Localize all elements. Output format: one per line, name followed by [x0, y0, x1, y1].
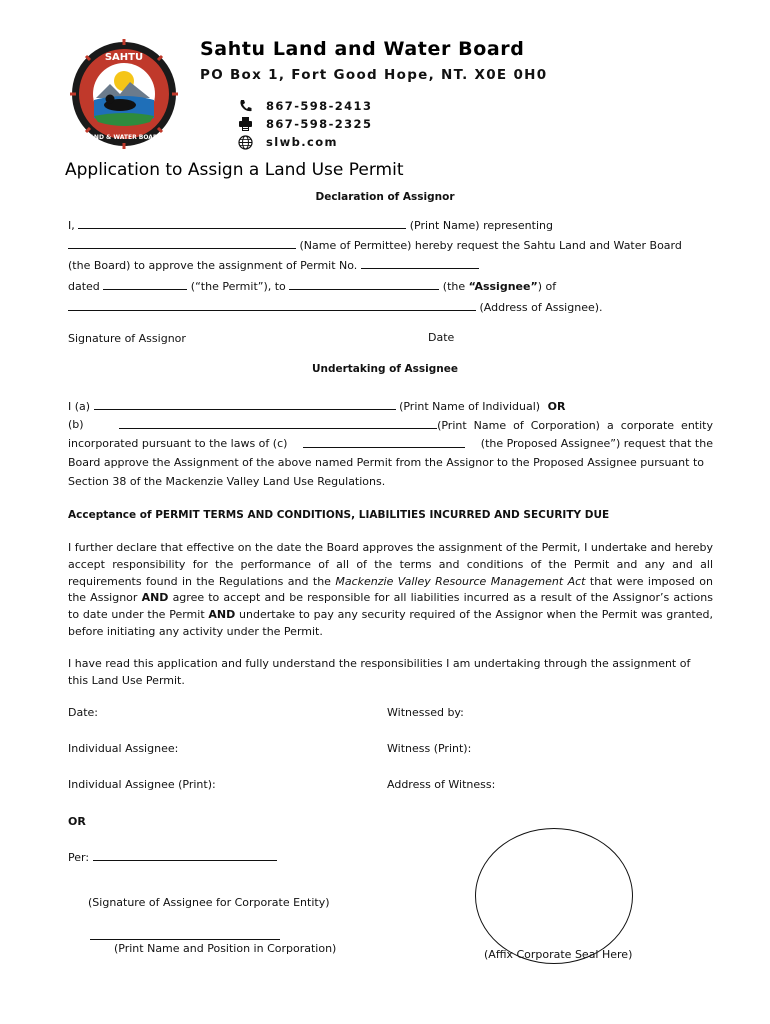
phone-row: [236, 98, 372, 114]
org-name: Sahtu Land and Water Board: [200, 38, 525, 60]
option-a-label: I (a): [68, 400, 91, 413]
assignee-label-b: ) of: [537, 280, 557, 293]
declaration-heading: Declaration of Assignor: [315, 191, 455, 203]
phone-icon: [236, 98, 254, 114]
fax-icon: [236, 116, 254, 132]
assignee-label-bold: “Assignee”: [468, 280, 538, 293]
individual-assignee-label: Individual Assignee:: [68, 742, 179, 755]
globe-icon: [236, 134, 254, 150]
logo-text-top: SAHTU: [104, 52, 144, 63]
declaration-line-1: [68, 218, 553, 232]
declaration-line-5: [68, 300, 603, 314]
per-signature-field[interactable]: [93, 850, 277, 861]
declaration-line-4: [68, 279, 556, 293]
and-emphasis-1: AND: [141, 591, 169, 605]
witnessed-by-label: Witnessed by:: [387, 706, 464, 719]
undertaking-line-b: [68, 418, 713, 432]
assignee-field[interactable]: [289, 279, 439, 290]
corporation-name-label: (Print Name of Corporation) a corporate entity: [437, 419, 713, 432]
print-name-position-label: (Print Name and Position in Corporation): [114, 942, 337, 955]
declaration-line-3: [68, 258, 479, 272]
website-link[interactable]: slwb.com: [266, 135, 338, 149]
acceptance-paragraph: [68, 540, 713, 641]
date-field-label: Date:: [68, 706, 98, 719]
assignee-label-a: (the: [442, 280, 469, 293]
corporate-seal-circle: [475, 828, 633, 964]
signature-of-assignor-label: Signature of Assignor: [68, 332, 186, 345]
form-title: Application to Assign a Land Use Permit: [65, 160, 404, 180]
acceptance-text-c: agree to accept and be responsible for all liabilities incurred as a result of the Assignor’s actions to date under the Permit: [68, 591, 713, 622]
act-name: Mackenzie Valley Resource Management Act: [335, 574, 586, 588]
understanding-paragraph: I have read this application and fully understand the responsibilities I am undertaking through the assignment of this Land Use Permit.: [68, 657, 691, 687]
website-row: [236, 134, 338, 150]
individual-assignee-print-label: Individual Assignee (Print):: [68, 778, 216, 791]
acceptance-text-a: I further declare that effective on the date the Board approves the assignment of the Permit, I undertake and hereby accept responsibility for the performance of all of the terms and conditions of the Permit and any and all requirements found in the Regulations and the: [68, 541, 713, 588]
corporate-signature-label: (Signature of Assignee for Corporate Entity): [88, 896, 330, 909]
assignee-address-label: (Address of Assignee).: [479, 301, 603, 314]
declaration-i: I,: [68, 219, 75, 232]
board-logo: [70, 38, 178, 150]
undertaking-line-a: [68, 399, 565, 413]
logo-text-bottom: LAND & WATER BOARD: [85, 134, 163, 141]
print-name-position-field[interactable]: [90, 939, 280, 940]
and-emphasis-2: AND: [208, 608, 236, 622]
fax-number: 867-598-2325: [266, 117, 373, 131]
jurisdiction-field[interactable]: [303, 437, 465, 448]
corporation-name-field[interactable]: [119, 418, 437, 429]
undertaking-heading: Undertaking of Assignee: [311, 363, 459, 375]
print-name-field[interactable]: [78, 218, 406, 229]
acceptance-text-d: undertake to pay any security required of the Assignor when the Permit was granted, before initiating any activity under the Permit.: [68, 608, 713, 638]
per-line: [68, 850, 277, 864]
dated-field[interactable]: [103, 279, 187, 290]
individual-name-label: (Print Name of Individual): [399, 400, 541, 413]
or-divider: OR: [68, 815, 86, 828]
incorporated-label: incorporated pursuant to the laws of (c): [68, 437, 288, 450]
fax-row: [236, 116, 372, 132]
dated-label: dated: [68, 280, 100, 293]
acceptance-text-b: that were imposed on the Assignor: [68, 574, 713, 605]
acceptance-heading: Acceptance of PERMIT TERMS AND CONDITIONS, LIABILITIES INCURRED AND SECURITY DUE: [68, 509, 610, 521]
per-label: Per:: [68, 851, 90, 864]
undertaking-line-5: Section 38 of the Mackenzie Valley Land Use Regulations.: [68, 475, 386, 488]
print-name-label: (Print Name) representing: [409, 219, 553, 232]
the-permit-label: (“the Permit”), to: [190, 280, 286, 293]
undertaking-line-c: [68, 437, 713, 450]
declaration-line-2: [68, 238, 682, 252]
permit-no-label: (the Board) to approve the assignment of Permit No.: [68, 259, 358, 272]
address-of-witness-label: Address of Witness:: [387, 778, 496, 791]
org-address: PO Box 1, Fort Good Hope, NT. X0E 0H0: [200, 67, 548, 83]
permit-no-field[interactable]: [361, 258, 479, 269]
proposed-assignee-label: (the Proposed Assignee”) request that the: [480, 437, 713, 450]
assignee-address-field[interactable]: [68, 300, 476, 311]
or-label: OR: [547, 400, 566, 413]
date-label: Date: [428, 331, 455, 344]
permittee-name-label: (Name of Permittee) hereby request the Sahtu Land and Water Board: [299, 239, 682, 252]
witness-print-label: Witness (Print):: [387, 742, 472, 755]
phone-number: 867-598-2413: [266, 99, 373, 113]
permittee-name-field[interactable]: [68, 238, 296, 249]
affix-seal-label: (Affix Corporate Seal Here): [484, 948, 633, 961]
individual-name-field[interactable]: [94, 399, 396, 410]
option-b-label: (b): [68, 418, 84, 431]
undertaking-line-4: Board approve the Assignment of the above named Permit from the Assignor to the Proposed Assignee pursuant to: [68, 456, 704, 469]
